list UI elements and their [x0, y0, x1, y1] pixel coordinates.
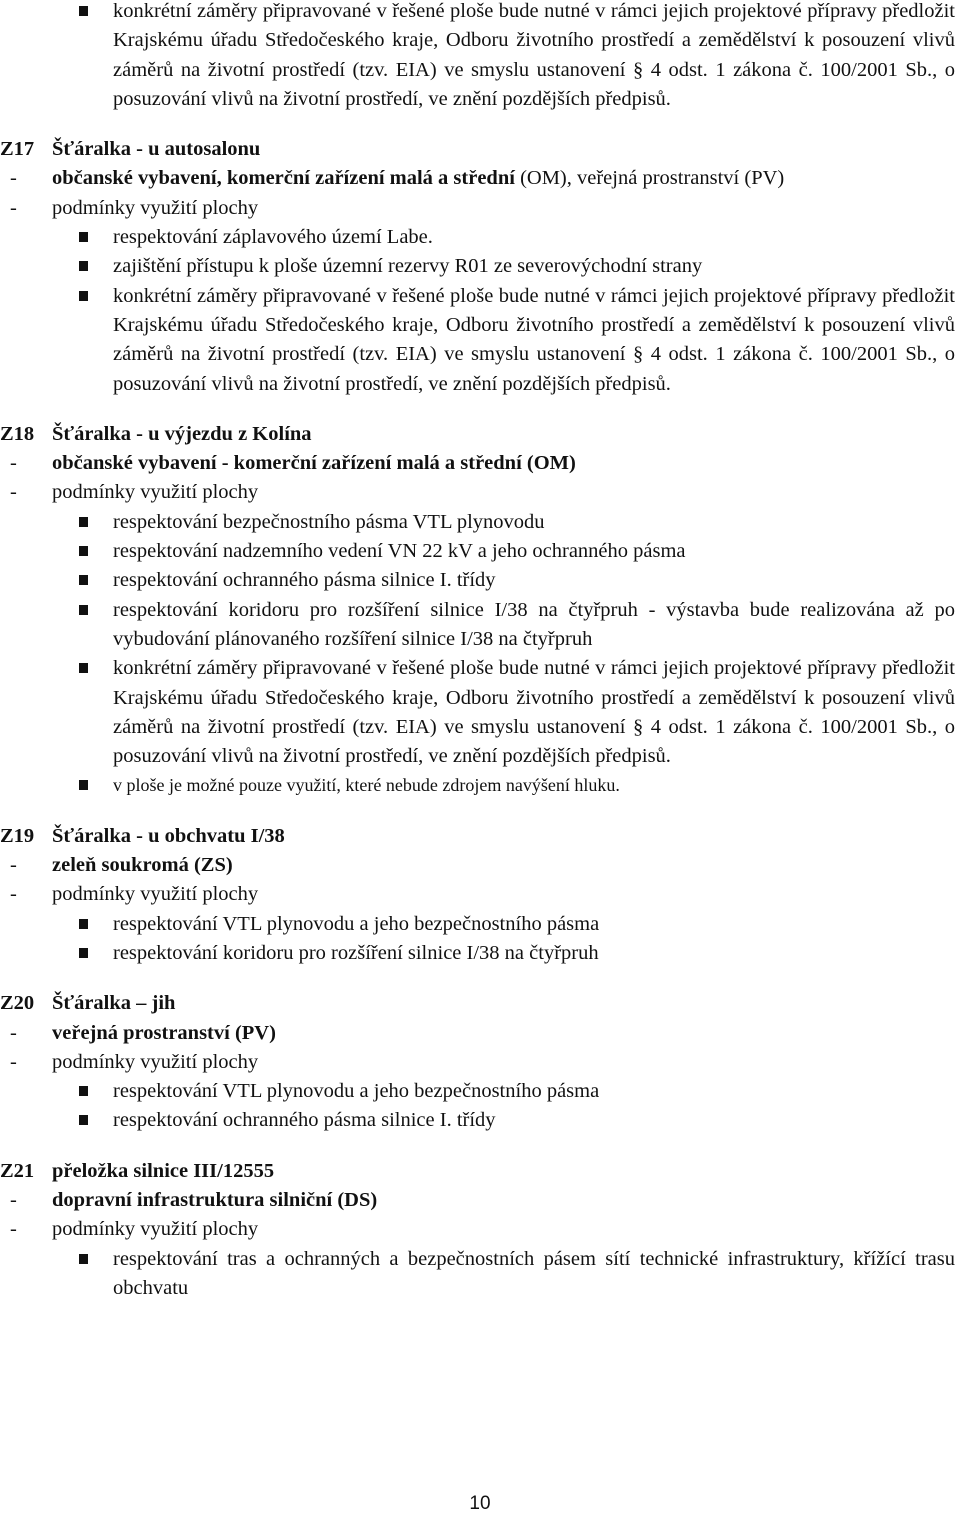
section-title: Šťáralka - u obchvatu I/38 [52, 824, 285, 847]
bullet-square-icon [79, 919, 88, 929]
bullet-square-icon [79, 575, 88, 585]
conditions-label: podmínky využití plochy [52, 1050, 259, 1073]
list-item [0, 566, 955, 595]
list-item-text: konkrétní záměry připravované v řešené ploše bude nutné v rámci jejich projektové přípravy předložit Krajskému úřadu Středočeského kraje, Odboru životního prostředí a zemědělství k posouzení vlivů záměrů na životní prostředí (tzv. EIA) ve smyslu ustanovení § 4 odst. 1 zákona č. 100/2001 Sb., o posuzování vlivů na životní prostředí, ve znění pozdějších předpisů. [113, 284, 955, 395]
bullet-square-icon [79, 232, 88, 242]
list-item [0, 537, 955, 566]
bullet-square-icon [79, 948, 88, 958]
section-title: Šťáralka – jih [52, 992, 176, 1015]
list-item-text: respektování koridoru pro rozšíření silnice I/38 na čtyřpruh [113, 941, 599, 964]
section-heading-z21 [0, 1157, 960, 1186]
section-heading-z20 [0, 989, 960, 1018]
section-heading-z18 [0, 420, 960, 449]
land-use-line [0, 1186, 955, 1215]
dash-marker: - [10, 481, 17, 504]
list-item [0, 0, 955, 114]
bullet-square-icon [79, 546, 88, 556]
land-use-bold: občanské vybavení, komerční zařízení malá a střední [52, 167, 515, 190]
land-use-text: zeleň soukromá (ZS) [52, 854, 233, 877]
list-item [0, 1245, 955, 1304]
list-item [0, 910, 955, 939]
land-use-line [0, 1019, 955, 1048]
dash-marker: - [10, 1050, 17, 1073]
list-item [0, 508, 955, 537]
dash-marker: - [10, 452, 17, 475]
list-item-text: respektování ochranného pásma silnice I. třídy [113, 1109, 496, 1132]
list-item [0, 1077, 955, 1106]
bullet-square-icon [79, 261, 88, 271]
list-item [0, 252, 955, 281]
conditions-label: podmínky využití plochy [52, 1218, 259, 1241]
dash-marker: - [10, 196, 17, 219]
list-item [0, 1106, 955, 1135]
bullet-square-icon [79, 605, 88, 615]
dash-marker: - [10, 854, 17, 877]
list-item-text: respektování záplavového území Labe. [113, 226, 433, 249]
section-code: Z19 [0, 824, 35, 847]
section-code: Z17 [0, 138, 35, 161]
conditions-line [0, 1215, 955, 1244]
land-use-rest: (OM), veřejná prostranství (PV) [514, 167, 785, 190]
bullet-square-icon [79, 780, 88, 790]
section-heading-z19 [0, 822, 960, 851]
land-use-line [0, 449, 955, 478]
list-item-text: respektování bezpečnostního pásma VTL plynovodu [113, 510, 545, 533]
bullet-square-icon [79, 291, 88, 301]
list-item-text: respektování koridoru pro rozšíření silnice I/38 na čtyřpruh - výstavba bude realizována až po vybudování plánovaného rozšíření silnice I/38 na čtyřpruh [113, 598, 955, 650]
dash-marker: - [10, 883, 17, 906]
bullet-square-icon [79, 1254, 88, 1264]
section-title: Šťáralka - u výjezdu z Kolína [52, 422, 312, 445]
list-item [0, 223, 955, 252]
dash-marker: - [10, 1218, 17, 1241]
land-use-text: občanské vybavení - komerční zařízení malá a střední (OM) [52, 452, 576, 475]
dash-marker: - [10, 1188, 17, 1211]
list-item-text: konkrétní záměry připravované v řešené ploše bude nutné v rámci jejich projektové přípravy předložit Krajskému úřadu Středočeského kraje, Odboru životního prostředí a zemědělství k posouzení vlivů záměrů na životní prostředí (tzv. EIA) ve smyslu ustanovení § 4 odst. 1 zákona č. 100/2001 Sb., o posuzování vlivů na životní prostředí, ve znění pozdějších předpisů. [113, 657, 955, 768]
list-item-text: respektování tras a ochranných a bezpečnostních pásem sítí technické infrastruktury, křížící trasu obchvatu [113, 1247, 955, 1299]
section-heading-z17 [0, 135, 960, 164]
conditions-line [0, 194, 955, 223]
section-code: Z20 [0, 992, 35, 1015]
dash-marker: - [10, 167, 17, 190]
bullet-square-icon [79, 663, 88, 673]
land-use-line [0, 851, 955, 880]
list-item [0, 939, 955, 968]
list-item-text: respektování nadzemního vedení VN 22 kV a jeho ochranného pásma [113, 540, 686, 563]
dash-marker: - [10, 1021, 17, 1044]
list-item-text: v ploše je možné pouze využití, které nebude zdrojem navýšení hluku. [113, 775, 620, 796]
land-use-line [0, 164, 955, 193]
conditions-label: podmínky využití plochy [52, 481, 259, 504]
list-item-text: respektování ochranného pásma silnice I. třídy [113, 569, 496, 592]
section-code: Z21 [0, 1159, 35, 1182]
list-item-text: respektování VTL plynovodu a jeho bezpečnostního pásma [113, 912, 600, 935]
land-use-text: dopravní infrastruktura silniční (DS) [52, 1188, 378, 1211]
bullet-square-icon [79, 517, 88, 527]
list-item [0, 282, 955, 399]
conditions-label: podmínky využití plochy [52, 883, 259, 906]
conditions-line [0, 1048, 955, 1077]
list-item [0, 596, 955, 655]
conditions-line [0, 478, 955, 507]
bullet-square-icon [79, 1086, 88, 1096]
list-item [0, 654, 955, 771]
bullet-square-icon [79, 1115, 88, 1125]
list-item [0, 771, 955, 800]
section-title: Šťáralka - u autosalonu [52, 138, 261, 161]
conditions-line [0, 880, 955, 909]
list-item-text: konkrétní záměry připravované v řešené ploše bude nutné v rámci jejich projektové přípravy předložit Krajskému úřadu Středočeského kraje, Odboru životního prostředí a zemědělství k posouzení vlivů záměrů na životní prostředí (tzv. EIA) ve smyslu ustanovení § 4 odst. 1 zákona č. 100/2001 Sb., o posuzování vlivů na životní prostředí, ve znění pozdějších předpisů. [113, 0, 955, 110]
list-item-text: zajištění přístupu k ploše územní rezervy R01 ze severovýchodní strany [113, 255, 703, 278]
conditions-label: podmínky využití plochy [52, 196, 259, 219]
section-code: Z18 [0, 422, 35, 445]
page-number: 10 [469, 1493, 491, 1514]
bullet-square-icon [79, 6, 88, 16]
land-use-text: veřejná prostranství (PV) [52, 1021, 276, 1044]
list-item-text: respektování VTL plynovodu a jeho bezpečnostního pásma [113, 1080, 600, 1103]
section-title: přeložka silnice III/12555 [52, 1159, 275, 1182]
